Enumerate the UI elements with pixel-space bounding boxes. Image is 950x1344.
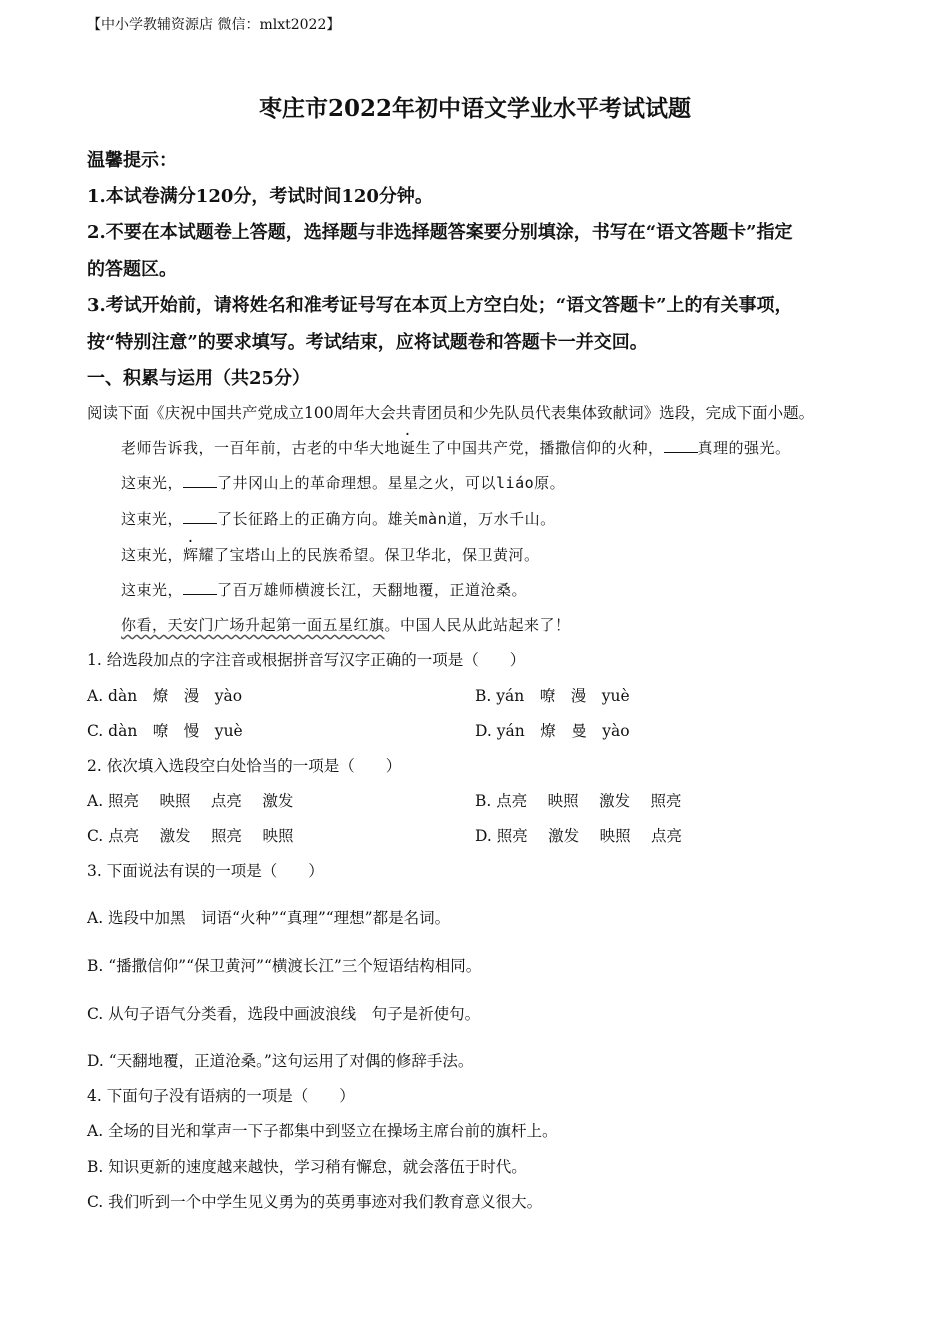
tip-item-3b: 按“特别注意”的要求填写。考试结束，应将试题卷和答题卡一并交回。 bbox=[87, 332, 648, 353]
q1-option-c: C. dàn 嘹 慢 yuè bbox=[87, 722, 243, 740]
header-watermark: 【中小学教辅资源店 微信：mlxt2022】 bbox=[87, 17, 341, 33]
q3-option-b: B. “播撒信仰”“保卫黄河”“横渡长江”三个短语结构相同。 bbox=[87, 957, 482, 975]
passage-line-5: 这束光， 了百万雄师横渡长江，天翻地覆，正道沧桑。 bbox=[121, 581, 528, 599]
q4-option-c: C. 我们听到一个中学生见义勇为的英勇事迹对我们教育意义很大。 bbox=[87, 1193, 543, 1211]
passage-line-4: 这束光，辉耀了宝塔山上的民族希望。保卫华北，保卫黄河。 bbox=[121, 546, 540, 564]
tip-item-2a: 2.不要在本试题卷上答题，选择题与非选择题答案要分别填涂，书写在“语文答题卡”指定 bbox=[87, 222, 793, 243]
page-title: 枣庄市2022年初中语文学业水平考试试题 bbox=[258, 95, 691, 122]
q1-option-b: B. yán 嘹 漫 yuè bbox=[475, 687, 630, 705]
wavy-underlined-sentence: 你看，天安门广场升起第一面五星红旗 bbox=[121, 616, 385, 634]
q4-option-a: A. 全场的目光和掌声一下子都集中到竖立在操场主席台前的旗杆上。 bbox=[87, 1122, 558, 1140]
tips-heading: 温馨提示： bbox=[87, 150, 177, 171]
q3-stem: 3. 下面说法有误的一项是（ ） bbox=[87, 862, 324, 880]
q3-option-d: D. “天翻地覆，正道沧桑。”这句运用了对偶的修辞手法。 bbox=[87, 1052, 474, 1070]
dotted-char: 辉 bbox=[183, 546, 199, 564]
q2-option-d: D. 照亮 激发 映照 点亮 bbox=[475, 827, 683, 845]
tip-item-2b: 的答题区。 bbox=[87, 259, 177, 280]
q1-option-d: D. yán 燎 曼 yào bbox=[475, 722, 630, 740]
q2-option-a: A. 照亮 映照 点亮 激发 bbox=[87, 792, 294, 810]
q2-stem: 2. 依次填入选段空白处恰当的一项是（ ） bbox=[87, 757, 402, 775]
q2-option-c: C. 点亮 激发 照亮 映照 bbox=[87, 827, 294, 845]
blank bbox=[183, 580, 217, 595]
q3-option-a: A. 选段中加黑 词语“火种”“真理”“理想”都是名词。 bbox=[87, 909, 451, 927]
tip-item-3a: 3.考试开始前，请将姓名和准考证号写在本页上方空白处；“语文答题卡”上的有关事项， bbox=[87, 295, 793, 316]
q2-option-b: B. 点亮 映照 激发 照亮 bbox=[475, 792, 682, 810]
q4-option-b: B. 知识更新的速度越来越快，学习稍有懈怠，就会落伍于时代。 bbox=[87, 1158, 527, 1176]
passage-line-3: 这束光， 了长征路上的正确方向。雄关màn道，万水千山。 bbox=[121, 510, 556, 528]
blank bbox=[183, 509, 217, 524]
blank bbox=[183, 473, 217, 488]
section-heading: 一、积累与运用（共25分） bbox=[87, 368, 311, 389]
tip-item-1: 1.本试卷满分120分，考试时间120分钟。 bbox=[87, 186, 433, 207]
q1-option-a: A. dàn 燎 漫 yào bbox=[87, 687, 243, 705]
dotted-char: 诞 bbox=[400, 439, 416, 457]
passage-line-1: 老师告诉我，一百年前，古老的中华大地诞生了中国共产党，播撒信仰的火种， 真理的强光。 bbox=[121, 439, 791, 457]
blank bbox=[664, 438, 698, 453]
passage-line-6: 你看，天安门广场升起第一面五星红旗。中国人民从此站起来了！ bbox=[121, 616, 571, 634]
reading-intro: 阅读下面《庆祝中国共产党成立100周年大会共青团员和少先队员代表集体致献词》选段，完成下面小题。 bbox=[87, 404, 815, 422]
q4-stem: 4. 下面句子没有语病的一项是（ ） bbox=[87, 1087, 355, 1105]
passage-line-2: 这束光， 了井冈山上的革命理想。星星之火，可以liáo原。 bbox=[121, 474, 566, 492]
q3-option-c: C. 从句子语气分类看，选段中画波浪线 句子是祈使句。 bbox=[87, 1005, 481, 1023]
q1-stem: 1. 给选段加点的字注音或根据拼音写汉字正确的一项是（ ） bbox=[87, 651, 526, 669]
